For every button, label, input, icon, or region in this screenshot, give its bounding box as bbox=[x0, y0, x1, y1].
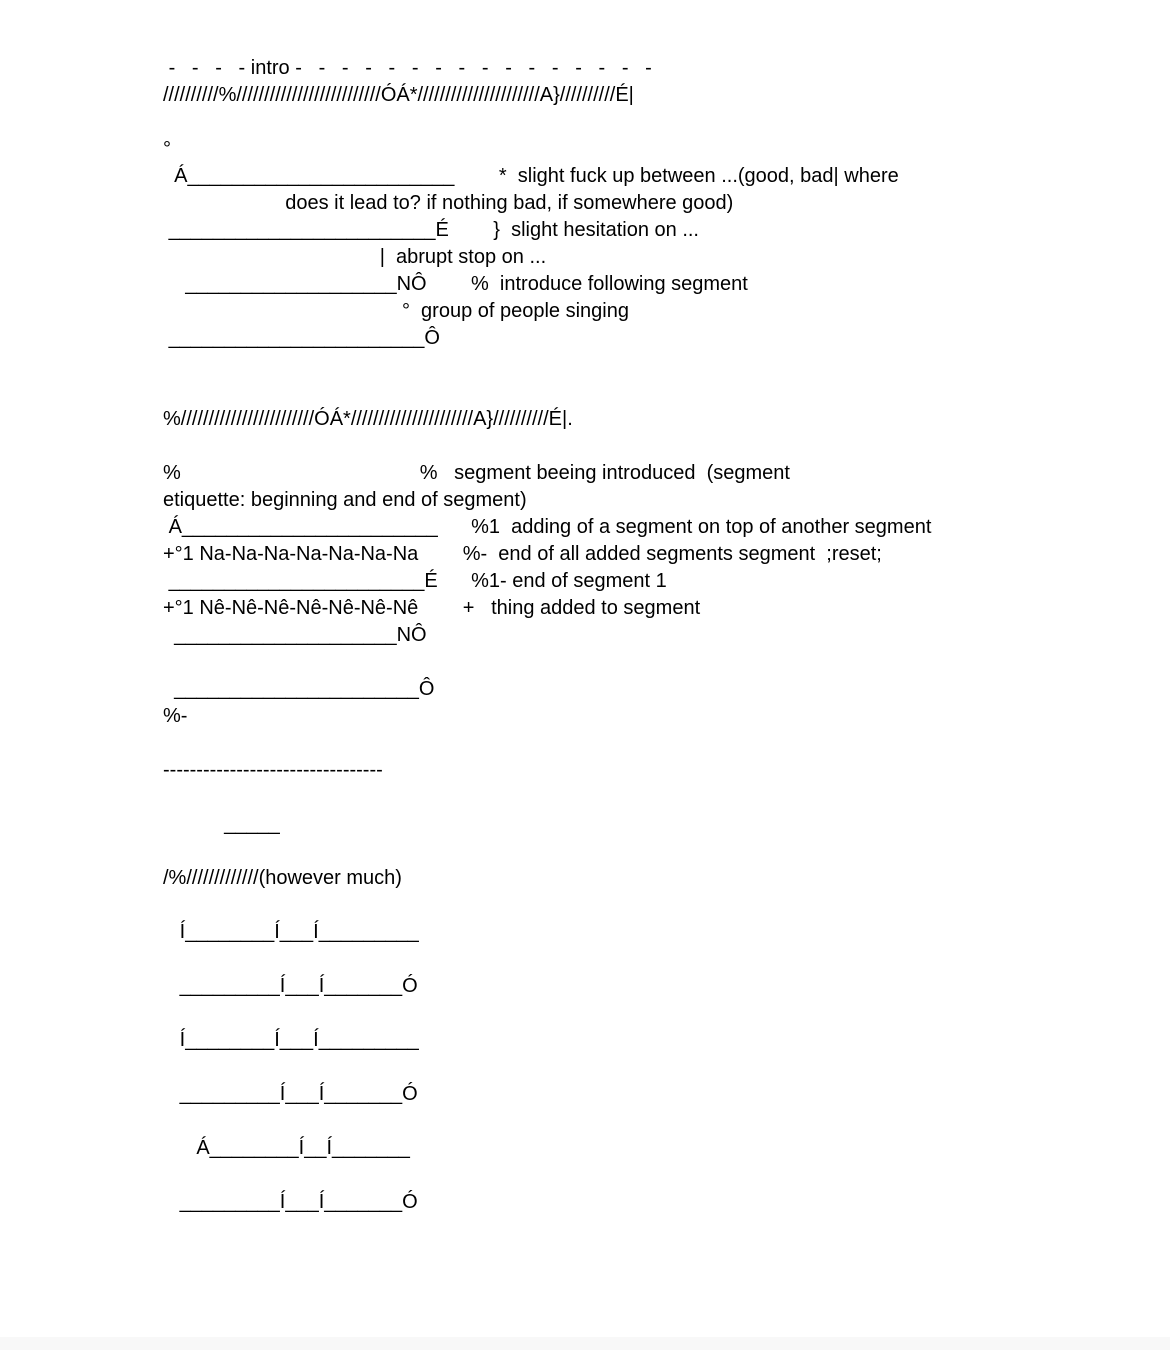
text-line-33: Í________Í___Í_________ bbox=[163, 921, 419, 943]
text-line-14: %////////////////////////ÓÁ*//////////////////////A}//////////É|. bbox=[163, 408, 573, 430]
text-line-30 bbox=[163, 838, 1150, 865]
text-line-42 bbox=[163, 1162, 1150, 1189]
text-line-13 bbox=[163, 379, 1150, 406]
text-line-32 bbox=[163, 892, 1150, 919]
text-line-4: ° bbox=[163, 138, 171, 160]
page-bottom-strip bbox=[0, 1337, 1170, 1350]
text-line-25: %- bbox=[163, 705, 188, 727]
text-line-15 bbox=[163, 433, 1150, 460]
text-line-11: _______________________Ô bbox=[163, 327, 440, 349]
text-line-22: ____________________NÔ bbox=[163, 624, 427, 646]
text-line-1: - - - - intro - - - - - - - - - - - - - - - - bbox=[163, 57, 652, 79]
text-line-24: ______________________Ô bbox=[163, 678, 435, 700]
text-line-18: Á_______________________ %1 adding of a segment on top of another segment bbox=[163, 516, 932, 538]
text-line-7: ________________________É } slight hesitation on ... bbox=[163, 219, 699, 241]
text-line-31: /%/////////////(however much) bbox=[163, 867, 402, 889]
text-line-43: _________Í___Í_______Ó bbox=[163, 1191, 418, 1213]
document-text-block[interactable] bbox=[163, 55, 1150, 1216]
text-line-21: +°1 Nê-Nê-Nê-Nê-Nê-Nê-Nê + thing added to segment bbox=[163, 597, 701, 619]
text-line-8: | abrupt stop on ... bbox=[163, 246, 547, 268]
text-line-28 bbox=[163, 784, 1150, 811]
text-line-16: % % segment beeing introduced (segment bbox=[163, 462, 790, 484]
text-line-23 bbox=[163, 649, 1150, 676]
text-line-10: ° group of people singing bbox=[163, 300, 629, 322]
text-line-5: Á________________________ * slight fuck up between ...(good, bad| where bbox=[163, 165, 899, 187]
text-line-27: --------------------------------- bbox=[163, 759, 383, 781]
text-line-35: _________Í___Í_______Ó bbox=[163, 975, 418, 997]
text-line-36 bbox=[163, 1000, 1150, 1027]
text-line-34 bbox=[163, 946, 1150, 973]
text-line-41: Á________Í__Í_______ bbox=[163, 1137, 410, 1159]
text-line-3 bbox=[163, 109, 1150, 136]
text-line-2: //////////%//////////////////////////ÓÁ*//////////////////////A}//////////É| bbox=[163, 84, 634, 106]
text-line-6: does it lead to? if nothing bad, if somewhere good) bbox=[163, 192, 734, 214]
text-line-37: Í________Í___Í_________ bbox=[163, 1029, 419, 1051]
text-line-38 bbox=[163, 1054, 1150, 1081]
text-line-17: etiquette: beginning and end of segment) bbox=[163, 489, 527, 511]
text-line-26 bbox=[163, 730, 1150, 757]
text-line-39: _________Í___Í_______Ó bbox=[163, 1083, 418, 1105]
text-line-20: _______________________É %1- end of segment 1 bbox=[163, 570, 667, 592]
text-line-12 bbox=[163, 352, 1150, 379]
text-line-40 bbox=[163, 1108, 1150, 1135]
text-line-29: _____ bbox=[163, 813, 280, 835]
text-line-9: ___________________NÔ % introduce following segment bbox=[163, 273, 748, 295]
text-line-19: +°1 Na-Na-Na-Na-Na-Na-Na %- end of all added segments segment ;reset; bbox=[163, 543, 882, 565]
